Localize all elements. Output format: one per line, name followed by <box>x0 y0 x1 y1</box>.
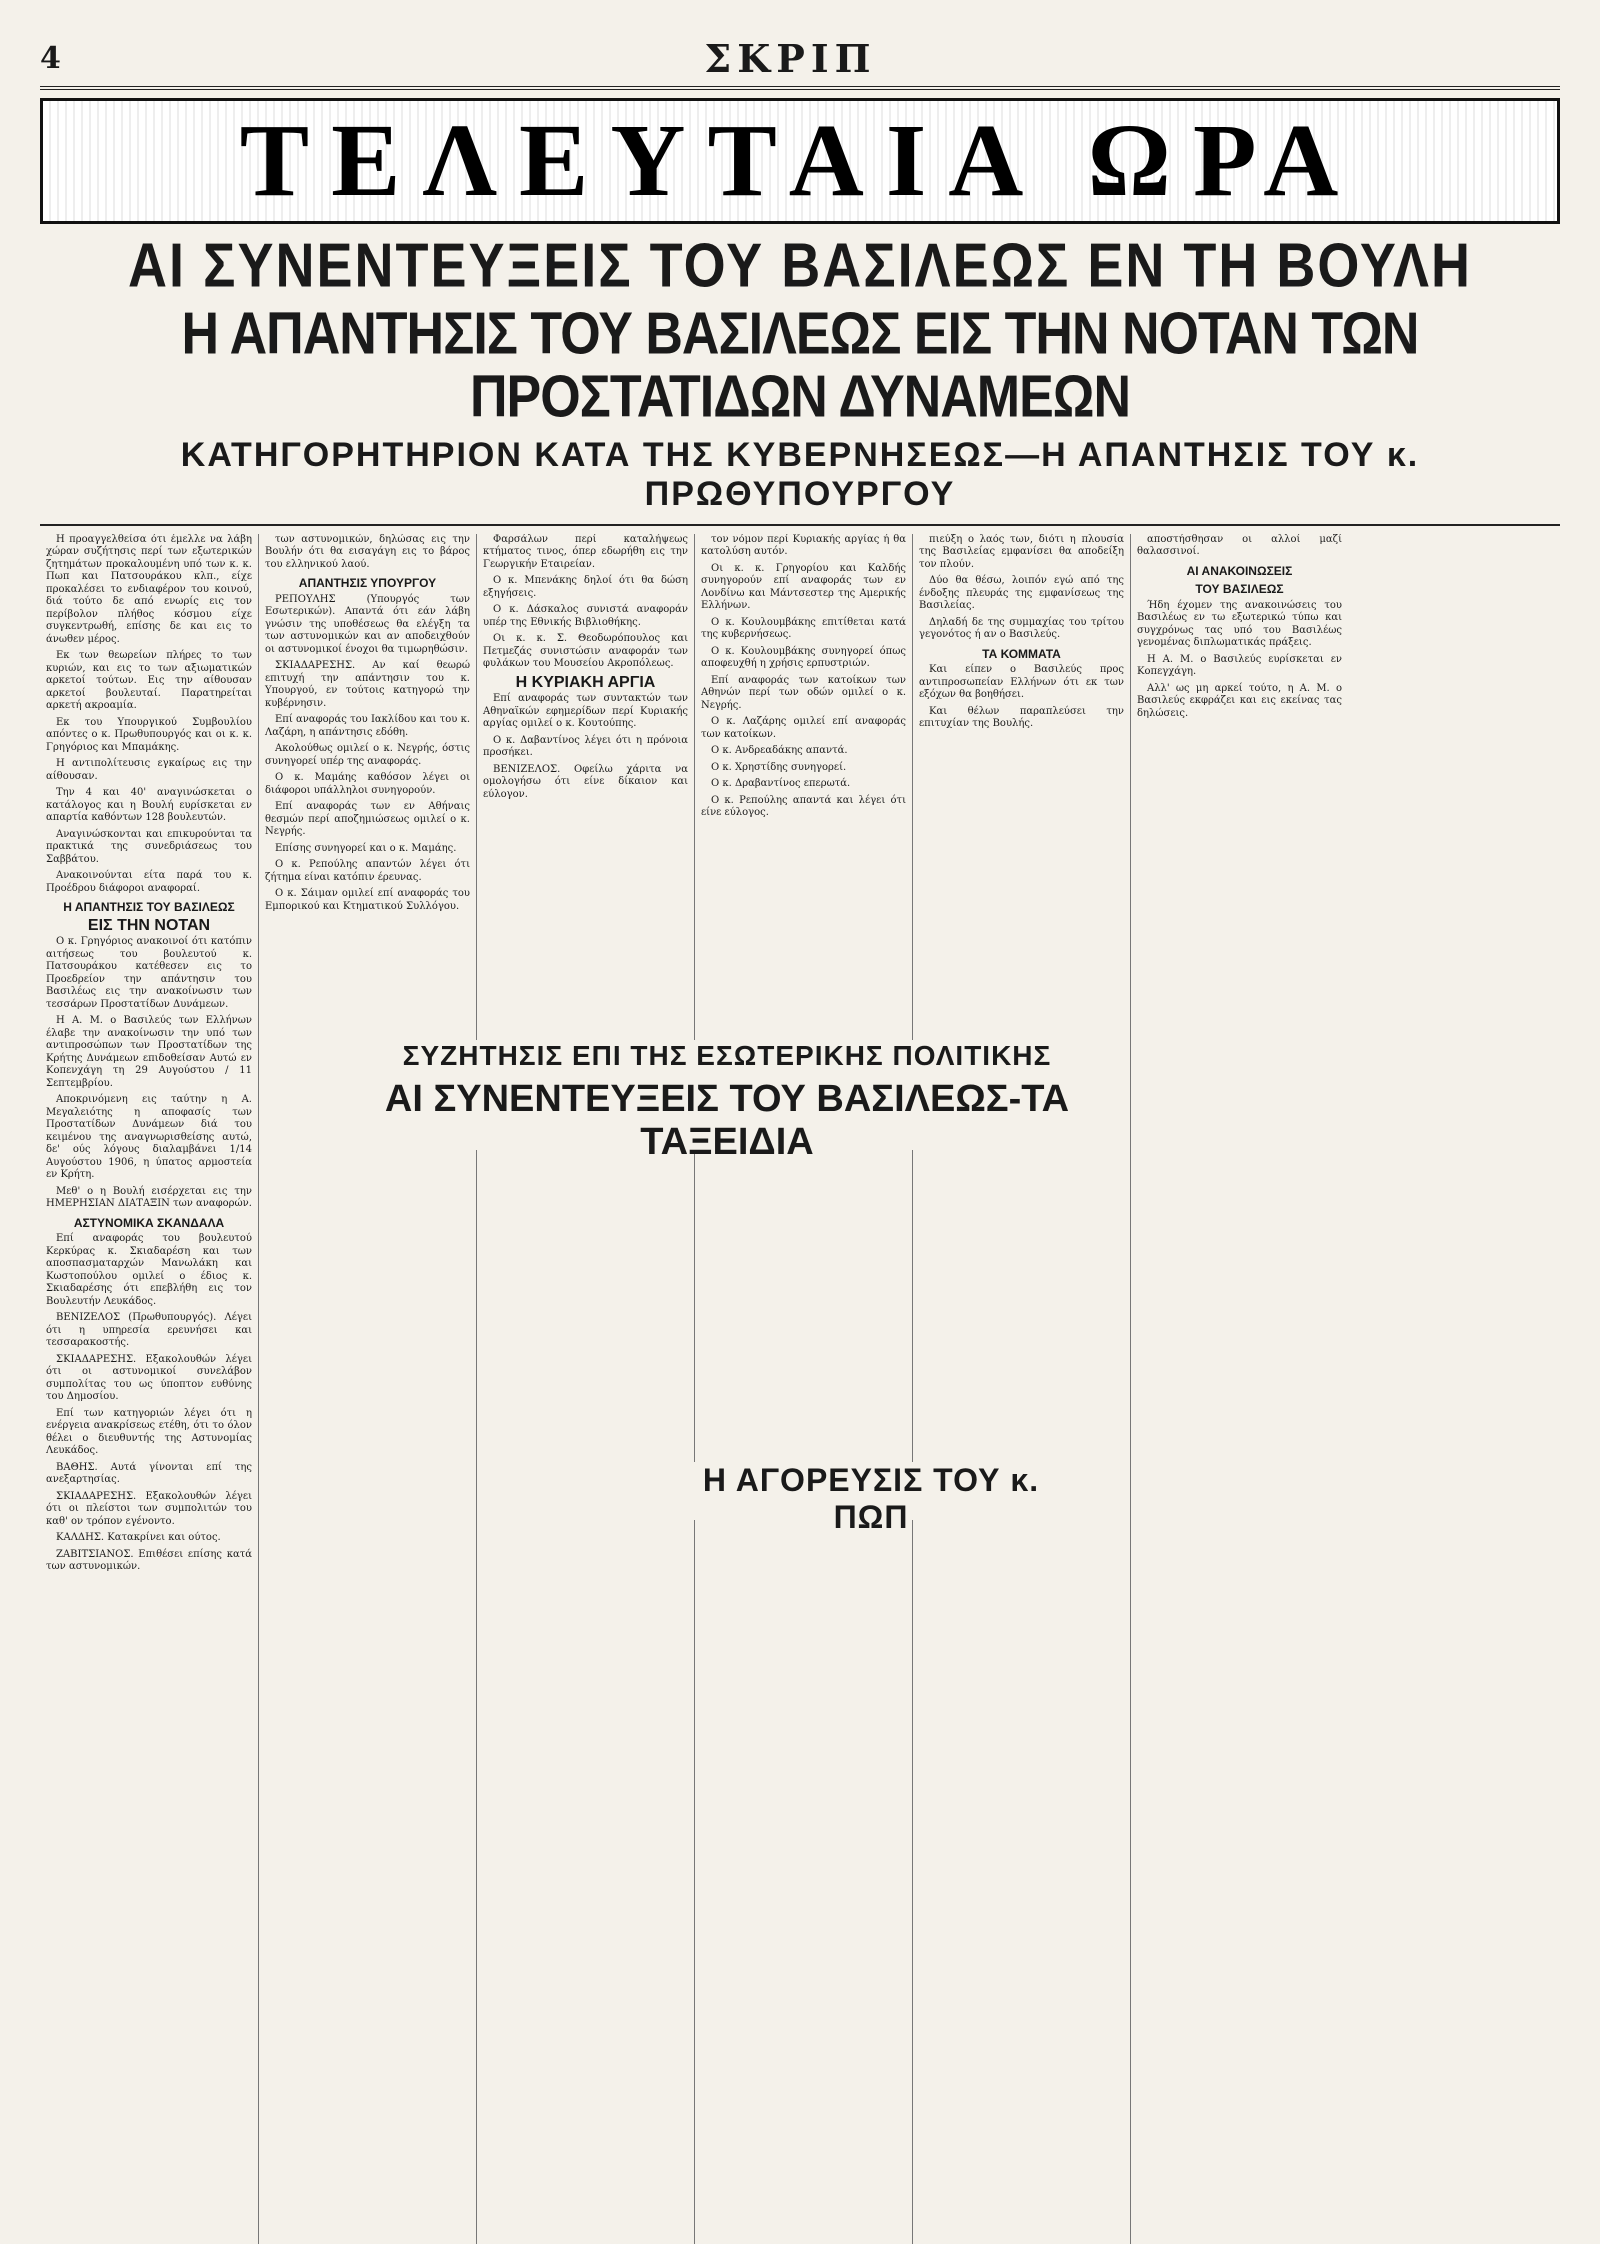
article-paragraph: Ο κ. Μπενάκης δηλοί ότι θα δώση εξηγήσεις. <box>483 575 688 599</box>
page-number: 4 <box>40 40 61 76</box>
section-subheading: ΑΙ ΑΝΑΚΟΙΝΩΣΕΙΣ <box>1186 563 1293 578</box>
debate-header <box>372 1040 1082 1163</box>
article-paragraph: Ο κ. Χρηστίδης συνηγορεί. <box>711 761 847 773</box>
article-paragraph: ΣΚΙΑΔΑΡΕΣΗΣ. Αν καί θεωρώ επιτυχή την απάντησιν του κ. Υπουργού, εν τούτοις κατηγορώ την κυβέρνησιν. <box>265 660 470 709</box>
article-paragraph: Η Α. Μ. ο Βασιλεύς των Ελλήνων έλαβε την ανακοίνωσιν την υπό των αντιπροσώπων των Προστατίδων της Κρήτης Δυνάμεων επιδοθείσαν Αυτώ εν Κοπενχάγη τη 29 Αυγούστου / 11 Σεπτεμβρίου. <box>46 1015 252 1089</box>
article-paragraph: Την 4 και 40' αναγινώσκεται ο κατάλογος και η Βουλή ευρίσκεται εν απαρτία καθόντων 128 βουλευτών. <box>46 787 252 824</box>
section-subheading: Η ΚΥΡΙΑΚΗ ΑΡΓΙΑ <box>515 673 656 691</box>
section-subheading: ΑΠΑΝΤΗΣΙΣ ΥΠΟΥΡΓΟΥ <box>298 576 437 591</box>
article-paragraph: ΒΕΝΙΖΕΛΟΣ. Οφείλω χάριτα να ομολογήσω ότι είνε δίκαιον και εύλογον. <box>483 763 688 800</box>
article-paragraph: αποστήσθησαν οι αλλοί μαζί θαλασσινοί. <box>1137 533 1342 558</box>
speech-header <box>661 1462 1081 1535</box>
article-paragraph: Και είπεν ο Βασιλεύς προς αντιπροσωπείαν Ελλήνων ότι εκ των εξόχων θα βοηθήσει. <box>919 664 1124 701</box>
main-headline: ΑΙ ΣΥΝΕΝΤΕΥΞΕΙΣ ΤΟΥ ΒΑΣΙΛΕΩΣ ΕΝ ΤΗ ΒΟΥΛΗ <box>128 231 1472 301</box>
article-paragraph: Η προαγγελθείσα ότι έμελλε να λάβη χώραν συζήτησις περί των εξωτερικών ζητημάτων προκαλουμένη υπό των κ. κ. Πωπ και Πατσουράκου κλπ., είχε προκαλέσει το ενδιαφέρον του κοινού, διά τούτο δε από ενωρίς εις τον περίβολον πλήθος κόσμου είχε συγκεντρωθή, επίσης δε και εις το άνωθεν μέρος. <box>46 533 252 645</box>
speech-title: Η ΑΓΟΡΕΥΣΙΣ ΤΟΥ κ. ΠΩΠ <box>702 1462 1040 1535</box>
second-headline: Η ΑΠΑΝΤΗΣΙΣ ΤΟΥ ΒΑΣΙΛΕΩΣ ΕΙΣ ΤΗΝ ΝΟΤΑΝ ΤΩΝ ΠΡΟΣΤΑΤΙΔΩΝ ΔΥΝΑΜΕΩΝ <box>181 300 1419 430</box>
article-paragraph: ΒΑΘΗΣ. Αυτά γίνονται επί της ανεξαρτησίας. <box>46 1461 252 1486</box>
article-paragraph: Ακολούθως ομιλεί ο κ. Νεγρής, όστις συνηγορεί υπέρ της αναφοράς. <box>265 743 470 767</box>
text-column <box>258 534 476 2244</box>
article-paragraph: Ο κ. Λαζάρης ομιλεί επί αναφοράς των κατοίκων. <box>701 716 906 740</box>
article-paragraph: Ο κ. Δάσκαλος συνιστά αναφοράν υπέρ της Εθνικής Βιβλιοθήκης. <box>483 604 688 628</box>
article-paragraph: Ο κ. Ανδρεαδάκης απαντά. <box>711 745 848 757</box>
article-paragraph: Μεθ' ο η Βουλή εισέρχεται εις την ΗΜΕΡΗΣΙΑΝ ΔΙΑΤΑΞΙΝ των αναφορών. <box>46 1185 252 1210</box>
article-paragraph: ΣΚΙΑΔΑΡΕΣΗΣ. Εξακολουθών λέγει ότι οι πλείστοι των συμπολιτών του καθ' ον τρόπον εγένοντο. <box>46 1490 252 1527</box>
article-paragraph: Ο κ. Γρηγόριος ανακοινοί ότι κατόπιν αιτήσεως του βουλευτού κ. Πατσουράκου κατέθεσεν εις το Προεδρείον την απάντησιν του Βασιλέως εις την ανακοίνωσιν των τεσσάρων Προστατίδων Δυνάμεων. <box>46 936 252 1010</box>
article-paragraph: Αποκρινόμενη εις ταύτην η Α. Μεγαλειότης η αποφασίς των Προστατίδων Δυνάμεων διά του κειμένου της αναγνωρισθείσης αυτώ, δε' ούς λόγους διαλαμβάνει 1/14 Αυγούστου 1906, η ύπατος αρμοστεία εν Κρήτη. <box>46 1094 252 1181</box>
article-paragraph: Και θέλων παραπλεύσει την επιτυχίαν της Βουλής. <box>919 705 1124 730</box>
article-paragraph: Δύο θα θέσω, λοιπόν εγώ από της ένδοξης πλευράς της εμφανίσεως της Βασιλείας. <box>919 575 1124 612</box>
section-subheading: ΤΟΥ ΒΑΣΙΛΕΩΣ <box>1195 582 1284 597</box>
article-paragraph: Επί αναφοράς των κατοίκων των Αθηνών περί των οδών ομιλεί ο κ. Νεγρής. <box>701 674 906 711</box>
article-paragraph: Ο κ. Σάιμαν ομιλεί επί αναφοράς του Εμπορικού και Κτηματικού Συλλόγου. <box>265 888 470 912</box>
article-paragraph: Ο κ. Κουλουμβάκης επιτίθεται κατά της κυβερνήσεως. <box>701 616 906 641</box>
article-paragraph: Επί αναφοράς των εν Αθήναις θεσμών περί αποζημιώσεως ομιλεί ο κ. Νεγρής. <box>265 801 470 838</box>
article-paragraph: ΒΕΝΙΖΕΛΟΣ (Πρωθυπουργός). Λέγει ότι η υπηρεσία ερευνήσει και τεσσαρακοστής. <box>46 1312 252 1349</box>
article-paragraph: Επί αναφοράς των συντακτών των Αθηναϊκών εφημερίδων περί Κυριακής αργίας ομιλεί ο κ. Κουτούπης. <box>483 693 688 730</box>
debate-title: ΑΙ ΣΥΝΕΝΤΕΥΞΕΙΣ ΤΟΥ ΒΑΣΙΛΕΩΣ-ΤΑ ΤΑΞΕΙΔΙΑ <box>384 1078 1070 1163</box>
article-paragraph: ΡΕΠΟΥΛΗΣ (Υπουργός των Εσωτερικών). Απαντά ότι εάν λάβη γνώσιν της υποθέσεως θα ελέγξη τα των αστυνομικών και αν αποδειχθούν οι αστυνομικοί ένοχοι θα τιμωρηθώσιν. <box>265 593 470 655</box>
article-paragraph: ΖΑΒΙΤΣΙΑΝΟΣ. Επιθέσει επίσης κατά των αστυνομικών. <box>46 1548 252 1573</box>
text-column <box>912 534 1130 2244</box>
text-column <box>694 534 912 2244</box>
article-paragraph: των αστυνομικών, δηλώσας εις την Βουλήν ότι θα εισαγάγη εις το βάρος του ελληνικού λαού. <box>265 533 470 570</box>
article-columns <box>40 534 1560 2244</box>
article-paragraph: Οι κ. κ. Γρηγορίου και Καλδής συνηγορούν επί αναφοράς των εν Λονδίνω και Μάντσεστερ της Αμερικής Ελλήνων. <box>701 562 906 612</box>
text-column <box>40 534 258 2244</box>
article-paragraph: Δηλαδή δε της συμμαχίας του τρίτου γεγονότος ή αν ο Βασιλεύς. <box>919 616 1124 641</box>
article-paragraph: ΚΑΛΔΗΣ. Κατακρίνει και ούτος. <box>56 1532 221 1544</box>
article-paragraph: Επί αναφοράς του Ιακλίδου και του κ. Λαζάρη, η απάντησις εδόθη. <box>265 714 470 738</box>
section-banner <box>40 98 1560 224</box>
banner-title: ΤΕΛΕΥΤΑΙΑ ΩΡΑ <box>239 103 1361 218</box>
article-paragraph: Ήδη έχομεν της ανακοινώσεις του Βασιλέως εν τω εξωτερικώ τύπω και συγχρόνως τας υπό του Βασιλέως γενομένας διπλωματικάς πράξεις. <box>1137 599 1342 649</box>
article-paragraph: Ο κ. Ρεπούλης απαντά και λέγει ότι είνε εύλογος. <box>701 794 906 819</box>
article-paragraph: τον νόμον περί Κυριακής αργίας ή θα κατολύση αυτόν. <box>701 533 906 558</box>
article-paragraph: Ο κ. Κουλουμβάκης συνηγορεί όπως αποφευχθή η χρήσις ερπυστριών. <box>701 645 906 670</box>
section-subheading: ΤΑ ΚΟΜΜΑΤΑ <box>982 646 1061 661</box>
article-paragraph: Αναγινώσκονται και επικυρούνται τα πρακτικά της συνεδριάσεως του Σαββάτου. <box>46 828 252 865</box>
section-subheading: Η ΑΠΑΝΤΗΣΙΣ ΤΟΥ ΒΑΣΙΛΕΩΣ <box>63 900 235 915</box>
article-paragraph: Αλλ' ως μη αρκεί τούτο, η Α. Μ. ο Βασιλεύς εκφράζει και εις εκείνας τας δηλώσεις. <box>1137 682 1342 719</box>
newspaper-name: ΣΚΡΙΠ <box>704 35 877 81</box>
article-paragraph: Επί των κατηγοριών λέγει ότι η ενέργεια ανακρίσεως ετέθη, ότι το όλον θέλει ο διευθυντής της Αστυνομίας Λευκάδος. <box>46 1407 252 1457</box>
masthead-bar <box>40 30 1560 90</box>
article-paragraph: Ο κ. Ρεπούλης απαντών λέγει ότι ζήτημα είναι κατόπιν έρευνας. <box>265 859 470 883</box>
third-headline: ΚΑΤΗΓΟΡΗΤΗΡΙΟΝ ΚΑΤΑ ΤΗΣ ΚΥΒΕΡΝΗΣΕΩΣ—Η ΑΠΑΝΤΗΣΙΣ ΤΟΥ κ. ΠΡΩΘΥΠΟΥΡΓΟΥ <box>180 435 1420 513</box>
article-paragraph: Οι κ. κ. Σ. Θεοδωρόπουλος και Πετμεζάς συνιστώσιν αναφοράν των φυλάκων του Μουσείου Ακροπόλεως. <box>483 633 688 670</box>
article-paragraph: Ο κ. Δραβαντίνος επερωτά. <box>711 778 851 790</box>
article-paragraph: πιεύξη ο λαός των, διότι η πλουσία της Βασιλείας εμφανίσει θα αποδείξη τον πλούν. <box>919 533 1124 570</box>
article-paragraph: Ο κ. Δαβαντίνος λέγει ότι η πρόνοια προσήκει. <box>483 734 688 759</box>
article-paragraph: Εκ του Υπουργικού Συμβουλίου απόντες ο κ. Πρωθυπουργός και οι κ. κ. Γρηγόριος και Μπαμάκης. <box>46 716 252 753</box>
article-paragraph: Φαρσάλων περί καταλήψεως κτήματος τινος, όπερ εδωρήθη εις την Γεωργικήν Εταιρείαν. <box>483 533 688 570</box>
article-paragraph: Ο κ. Μαμάης καθόσον λέγει οι διάφοροι υπάλληλοι συνηγορούν. <box>265 772 470 796</box>
article-paragraph: Ανακοινούνται είτα παρά του κ. Προέδρου διάφοροι αναφοραί. <box>46 870 252 894</box>
article-paragraph: Επί αναφοράς του βουλευτού Κερκύρας κ. Σκιαδαρέση και των αποσπασματαρχών Μανωλάκη και Κωστοπούλου ομιλεί ο έδιος κ. Σκιαδαρέσης ότι επεβλήθη εις τον Βουλευτήν Λευκάδος. <box>46 1233 252 1307</box>
article-paragraph: ΣΚΙΑΔΑΡΕΣΗΣ. Εξακολουθών λέγει ότι οι αστυνομικοί συνελάβον συμπολίτας του ως ύποπτον ευθύνης του Δημοσίου. <box>46 1353 252 1403</box>
headline-rule <box>40 524 1560 526</box>
article-paragraph: Η Α. Μ. ο Βασιλεύς ευρίσκεται εν Κοπεγχάγη. <box>1137 653 1342 678</box>
section-subheading: ΑΣΤΥΝΟΜΙΚΑ ΣΚΑΝΔΑΛΑ <box>73 1215 225 1230</box>
text-column <box>1130 534 1348 2244</box>
debate-kicker: ΣΥΖΗΤΗΣΙΣ ΕΠΙ ΤΗΣ ΕΣΩΤΕΡΙΚΗΣ ΠΟΛΙΤΙΚΗΣ <box>402 1040 1052 1071</box>
text-column <box>476 534 694 2244</box>
article-paragraph: Εκ των θεωρείων πλήρες το των κυριών, και εις το των αξιωματικών αρκετοί τούτων. Εις την αίθουσαν αρκετοί βουλευταί. Παρατηρείται αρκετή ακροαμία. <box>46 650 252 712</box>
article-paragraph: Η αντιπολίτευσις εγκαίρως εις την αίθουσαν. <box>46 758 252 782</box>
article-paragraph: Επίσης συνηγορεί και ο κ. Μαμάης. <box>275 842 457 854</box>
section-subheading: ΕΙΣ ΤΗΝ ΝΟΤΑΝ <box>87 916 211 934</box>
